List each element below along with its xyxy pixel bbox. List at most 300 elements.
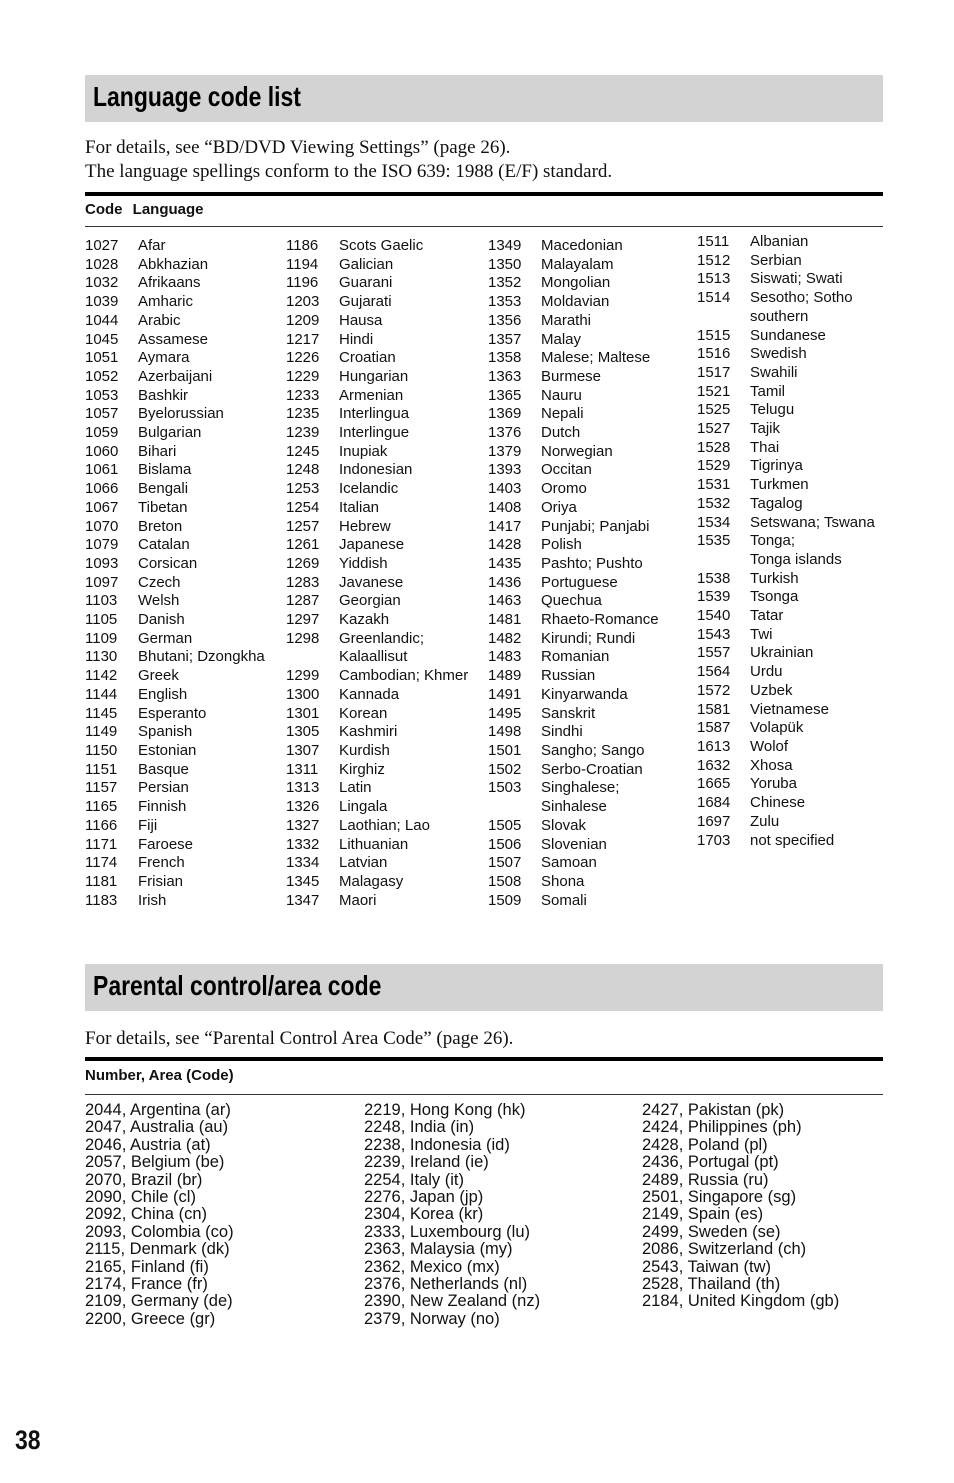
language-section-header: [85, 75, 883, 122]
language-code: 1511: [697, 233, 730, 250]
language-code: 1516: [697, 345, 731, 363]
language-name: Interlingua: [339, 405, 410, 423]
language-code: 1345: [286, 872, 320, 890]
language-entry: [488, 836, 688, 855]
language-code: 1684: [697, 794, 731, 812]
language-name: Dutch: [541, 424, 581, 442]
language-name: Fiji: [138, 816, 158, 834]
language-code: 1665: [697, 775, 731, 793]
language-entry: [697, 701, 887, 720]
language-code: 1491: [488, 685, 522, 703]
language-entry: [85, 387, 285, 406]
language-entry: [85, 405, 285, 424]
language-code: 1165: [85, 798, 118, 816]
language-code: 1144: [85, 685, 118, 703]
language-code: 1103: [85, 592, 118, 610]
language-code: 1305: [286, 723, 320, 741]
language-code: 1059: [85, 424, 119, 442]
area-entry: 2427, Pakistan (pk): [642, 1101, 785, 1119]
language-name: Xhosa: [750, 756, 793, 774]
language-code: 1512: [697, 251, 731, 269]
language-entry: [488, 424, 688, 443]
language-entry: [85, 705, 285, 724]
language-code: 1379: [488, 442, 522, 460]
language-entry: [286, 331, 486, 350]
language-code: 1531: [697, 476, 731, 494]
language-name: Malagasy: [339, 872, 404, 890]
language-code: 1217: [286, 330, 320, 348]
language-intro: [85, 136, 612, 184]
language-code: 1515: [697, 326, 731, 344]
language-name: Lingala: [339, 798, 388, 816]
language-name: Tsonga: [750, 588, 799, 606]
language-entry: [488, 592, 688, 611]
language-entry: [697, 644, 887, 663]
language-code: 1313: [286, 779, 320, 797]
language-name: Azerbaijani: [138, 367, 213, 385]
language-name: Malay: [541, 330, 582, 348]
area-entry: 2070, Brazil (br): [85, 1170, 203, 1189]
language-entry: [85, 779, 285, 798]
language-name: Samoan: [541, 854, 597, 872]
language-name: Greenlandic; Kalaallisut: [339, 629, 425, 666]
language-entry: [488, 611, 688, 630]
parental-section-title: Parental control/area code: [93, 970, 382, 1001]
parental-intro: For details, see “Parental Control Area Code” (page 26).: [85, 1028, 514, 1049]
language-name: Oromo: [541, 480, 587, 498]
language-entry: [697, 570, 887, 589]
language-code: 1261: [286, 536, 320, 554]
language-name: Urdu: [750, 663, 783, 681]
language-code: 1181: [85, 872, 118, 890]
language-code: 1151: [85, 760, 118, 778]
language-entry: [286, 555, 486, 574]
language-entry: [286, 424, 486, 443]
language-code: 1557: [697, 644, 731, 662]
language-entry: [286, 798, 486, 817]
language-entry: [488, 480, 688, 499]
language-entry: [286, 499, 486, 518]
language-name: Indonesian: [339, 461, 413, 479]
language-code: 1070: [85, 517, 119, 535]
language-entry: [286, 518, 486, 537]
language-entry: [488, 293, 688, 312]
language-entry: [697, 457, 887, 476]
language-code: 1109: [85, 629, 118, 647]
area-entry: 2333, Luxembourg (lu): [364, 1222, 531, 1241]
language-code: 1358: [488, 349, 522, 367]
language-name: Spanish: [138, 723, 193, 741]
language-entry: [697, 813, 887, 832]
area-entry: 2543, Taiwan (tw): [642, 1257, 772, 1276]
language-entry: [286, 293, 486, 312]
area-entry: 2499, Sweden (se): [642, 1222, 781, 1241]
language-code: 1481: [488, 611, 522, 629]
language-code: 1032: [85, 274, 119, 292]
language-code: 1513: [697, 270, 731, 288]
language-column: [697, 233, 887, 850]
language-name: Czech: [138, 573, 181, 591]
language-name: Finnish: [138, 798, 187, 816]
language-entry: [286, 779, 486, 798]
language-name: Nauru: [541, 386, 582, 404]
language-name: Somali: [541, 891, 587, 909]
language-entry: [697, 476, 887, 495]
language-name: Punjabi; Panjabi: [541, 517, 650, 535]
language-entry: [488, 443, 688, 462]
language-name: Abkhazian: [138, 255, 209, 273]
language-name: Lithuanian: [339, 835, 409, 853]
language-name: Occitan: [541, 461, 592, 479]
language-code: 1489: [488, 667, 522, 685]
language-entry: [697, 289, 887, 326]
language-name: Scots Gaelic: [339, 237, 424, 254]
language-entry: [286, 237, 486, 256]
language-entry: [85, 368, 285, 387]
language-code: 1039: [85, 293, 119, 311]
language-entry: [85, 274, 285, 293]
language-entry: [286, 723, 486, 742]
language-code: 1508: [488, 872, 522, 890]
language-code: 1352: [488, 274, 522, 292]
language-code: 1052: [85, 367, 119, 385]
area-entry: 2362, Mexico (mx): [364, 1257, 500, 1276]
language-entry: [488, 761, 688, 780]
language-entry: [697, 588, 887, 607]
language-name: Byelorussian: [138, 405, 224, 423]
language-code: 1428: [488, 536, 522, 554]
language-code: 1145: [85, 704, 118, 722]
language-entry: [286, 387, 486, 406]
area-entry: 2376, Netherlands (nl): [364, 1275, 528, 1294]
language-name: Turkish: [750, 569, 799, 587]
language-name: Setswana; Tswana: [750, 513, 875, 531]
language-code: 1505: [488, 816, 522, 834]
language-entry: [488, 387, 688, 406]
language-name: Telugu: [750, 401, 795, 419]
language-code: 1183: [85, 891, 118, 909]
language-code: 1044: [85, 311, 119, 329]
language-code: 1045: [85, 330, 119, 348]
area-entry: 2436, Portugal (pt): [642, 1153, 779, 1172]
language-entry: [286, 256, 486, 275]
language-code: 1521: [697, 382, 731, 400]
language-name: Georgian: [339, 592, 401, 610]
language-name: Latin: [339, 779, 372, 797]
language-name: Swedish: [750, 345, 807, 363]
language-name: Kurdish: [339, 741, 390, 759]
language-code: 1311: [286, 760, 319, 778]
language-entry: [697, 682, 887, 701]
language-code: 1502: [488, 760, 522, 778]
language-code: 1254: [286, 498, 320, 516]
language-code: 1697: [697, 812, 731, 830]
language-name: Singhalese; Sinhalese: [541, 779, 620, 816]
language-name: Bislama: [138, 461, 192, 479]
language-code: 1369: [488, 405, 522, 423]
language-entry: [697, 252, 887, 271]
language-entry: [85, 630, 285, 649]
language-entry: [85, 836, 285, 855]
area-entry: 2092, China (cn): [85, 1205, 207, 1224]
language-name: Tibetan: [138, 498, 188, 516]
language-name: Slovenian: [541, 835, 607, 853]
language-entry: [697, 383, 887, 402]
area-entry: 2090, Chile (cl): [85, 1188, 196, 1207]
language-name: Armenian: [339, 386, 404, 404]
language-code: 1157: [85, 779, 118, 797]
language-name: Sundanese: [750, 326, 826, 344]
language-name: Sesotho; Sotho southern: [750, 289, 853, 325]
language-entry: [488, 574, 688, 593]
area-entry: 2304, Korea (kr): [364, 1205, 484, 1224]
language-code: 1363: [488, 367, 522, 385]
language-column: [85, 237, 285, 910]
language-entry: [85, 499, 285, 518]
area-entry: 2428, Poland (pl): [642, 1135, 768, 1154]
language-code: 1483: [488, 648, 522, 666]
language-table-header: [85, 201, 204, 218]
language-name: Tagalog: [750, 494, 803, 512]
language-entry: [697, 364, 887, 383]
language-code: 1525: [697, 401, 731, 419]
language-entry: [697, 532, 887, 569]
language-entry: [488, 873, 688, 892]
language-entry: [85, 798, 285, 817]
language-name: Galician: [339, 255, 394, 273]
language-name: Tigrinya: [750, 457, 803, 475]
language-name: Basque: [138, 760, 189, 778]
language-code: 1053: [85, 386, 119, 404]
language-entry: [85, 237, 285, 256]
language-entry: [488, 331, 688, 350]
language-entry: [697, 233, 887, 252]
divider: [85, 1057, 883, 1061]
language-code: 1539: [697, 588, 731, 606]
language-code: 1239: [286, 424, 320, 442]
language-code: 1514: [697, 289, 731, 307]
page-number: 38: [15, 1425, 41, 1455]
language-code: 1233: [286, 386, 320, 404]
language-entry: [85, 686, 285, 705]
language-name: Latvian: [339, 854, 388, 872]
language-code: 1166: [85, 816, 118, 834]
language-name: Icelandic: [339, 480, 399, 498]
language-entry: [85, 873, 285, 892]
language-code: 1248: [286, 461, 320, 479]
language-code: 1632: [697, 756, 731, 774]
language-name: Kirundi; Rundi: [541, 629, 636, 647]
language-entry: [286, 817, 486, 836]
language-column: [488, 237, 688, 910]
language-entry: [488, 742, 688, 761]
language-code: 1097: [85, 573, 119, 591]
language-code: 1061: [85, 461, 119, 479]
language-entry: [488, 536, 688, 555]
language-entry: [286, 873, 486, 892]
language-code: 1326: [286, 798, 320, 816]
language-code: 1564: [697, 663, 731, 681]
language-code: 1540: [697, 607, 731, 625]
language-name: Nepali: [541, 405, 584, 423]
area-entry: 2200, Greece (gr): [85, 1309, 216, 1328]
language-name: Hebrew: [339, 517, 391, 535]
language-entry: [488, 779, 688, 816]
language-name: Tatar: [750, 607, 784, 625]
language-name: Welsh: [138, 592, 180, 610]
language-name: Malese; Maltese: [541, 349, 651, 367]
language-code: 1283: [286, 573, 320, 591]
language-entry: [488, 256, 688, 275]
language-name: Sanskrit: [541, 704, 596, 722]
divider: [85, 226, 883, 227]
language-code: 1543: [697, 625, 731, 643]
language-intro-line: For details, see “BD/DVD Viewing Settings” (page 26).: [85, 137, 511, 158]
area-entry: 2093, Colombia (co): [85, 1222, 234, 1241]
language-code: 1057: [85, 405, 119, 423]
language-entry: [697, 757, 887, 776]
language-entry: [488, 705, 688, 724]
language-name: Korean: [339, 704, 388, 722]
language-code: 1327: [286, 816, 320, 834]
language-code: 1060: [85, 442, 119, 460]
area-entry: 2219, Hong Kong (hk): [364, 1101, 526, 1119]
language-entry: [85, 555, 285, 574]
language-name: Ukrainian: [750, 644, 814, 662]
language-code: 1393: [488, 461, 522, 479]
language-entry: [488, 686, 688, 705]
language-name: Sangho; Sango: [541, 741, 645, 759]
language-name: Interlingue: [339, 424, 410, 442]
language-code: 1703: [697, 831, 731, 849]
language-name: Yoruba: [750, 775, 797, 793]
language-name: Bhutani; Dzongkha: [138, 648, 265, 666]
language-entry: [286, 461, 486, 480]
language-code: 1501: [488, 741, 522, 759]
language-entry: [85, 742, 285, 761]
area-entry: 2501, Singapore (sg): [642, 1188, 797, 1207]
language-name: Turkmen: [750, 476, 809, 494]
language-code: 1257: [286, 517, 320, 535]
language-code: 1356: [488, 311, 522, 329]
language-name: Inupiak: [339, 442, 388, 460]
language-name: Kannada: [339, 685, 400, 703]
area-entry: 2489, Russia (ru): [642, 1170, 769, 1189]
language-code: 1482: [488, 629, 522, 647]
language-entry: [488, 461, 688, 480]
language-name: Corsican: [138, 554, 198, 572]
language-code: 1332: [286, 835, 320, 853]
language-entry: [488, 368, 688, 387]
language-entry: [488, 274, 688, 293]
language-entry: [286, 349, 486, 368]
language-code: 1498: [488, 723, 522, 741]
language-entry: [488, 723, 688, 742]
language-code: 1581: [697, 700, 731, 718]
language-name: Afar: [138, 237, 166, 254]
language-name: Italian: [339, 498, 380, 516]
language-code: 1503: [488, 779, 522, 797]
language-name: Esperanto: [138, 704, 207, 722]
area-column: [364, 1102, 540, 1328]
language-name: Croatian: [339, 349, 396, 367]
language-entry: [286, 312, 486, 331]
language-entry: [286, 574, 486, 593]
language-code: 1209: [286, 311, 320, 329]
language-code: 1196: [286, 274, 319, 292]
language-entry: [85, 349, 285, 368]
language-entry: [85, 648, 285, 667]
language-header: Language: [132, 201, 204, 218]
language-code: 1347: [286, 891, 320, 909]
language-name: Russian: [541, 667, 596, 685]
language-code: 1269: [286, 554, 320, 572]
language-name: Estonian: [138, 741, 197, 759]
area-entry: 2248, India (in): [364, 1118, 475, 1137]
language-name: Tamil: [750, 382, 786, 400]
language-entry: [697, 794, 887, 813]
language-entry: [286, 836, 486, 855]
language-entry: [85, 461, 285, 480]
area-entry: 2184, United Kingdom (gb): [642, 1292, 840, 1311]
language-name: Tajik: [750, 420, 781, 438]
language-name: Danish: [138, 611, 185, 629]
language-code: 1529: [697, 457, 731, 475]
language-entry: [488, 518, 688, 537]
language-entry: [85, 761, 285, 780]
area-entry: 2057, Belgium (be): [85, 1153, 225, 1172]
language-name: Arabic: [138, 311, 181, 329]
language-entry: [85, 518, 285, 537]
language-name: Kirghiz: [339, 760, 385, 778]
language-code: 1298: [286, 629, 320, 647]
area-entry: 2239, Ireland (ie): [364, 1153, 489, 1172]
language-name: English: [138, 685, 188, 703]
language-code: 1528: [697, 438, 731, 456]
language-entry: [697, 832, 887, 851]
divider: [85, 1094, 883, 1095]
language-name: Yiddish: [339, 554, 388, 572]
language-code: 1186: [286, 237, 319, 254]
language-entry: [85, 723, 285, 742]
language-name: Japanese: [339, 536, 405, 554]
language-entry: [286, 630, 486, 667]
language-entry: [488, 499, 688, 518]
area-entry: 2424, Philippines (ph): [642, 1118, 802, 1137]
language-name: German: [138, 629, 193, 647]
language-code: 1229: [286, 367, 320, 385]
language-code: 1105: [85, 611, 118, 629]
language-entry: [697, 775, 887, 794]
language-entry: [286, 686, 486, 705]
language-name: Afrikaans: [138, 274, 201, 292]
language-name: Siswati; Swati: [750, 270, 843, 288]
language-name: Amharic: [138, 293, 194, 311]
language-entry: [488, 237, 688, 256]
language-entry: [697, 439, 887, 458]
language-code: 1349: [488, 237, 522, 254]
language-entry: [697, 327, 887, 346]
language-entry: [488, 555, 688, 574]
divider: [85, 192, 883, 196]
language-name: Malayalam: [541, 255, 614, 273]
language-name: Pashto; Pushto: [541, 554, 643, 572]
language-code: 1532: [697, 494, 731, 512]
language-name: Greek: [138, 667, 179, 685]
area-entry: 2149, Spain (es): [642, 1205, 764, 1224]
language-name: Cambodian; Khmer: [339, 667, 469, 685]
language-code: 1174: [85, 854, 118, 872]
